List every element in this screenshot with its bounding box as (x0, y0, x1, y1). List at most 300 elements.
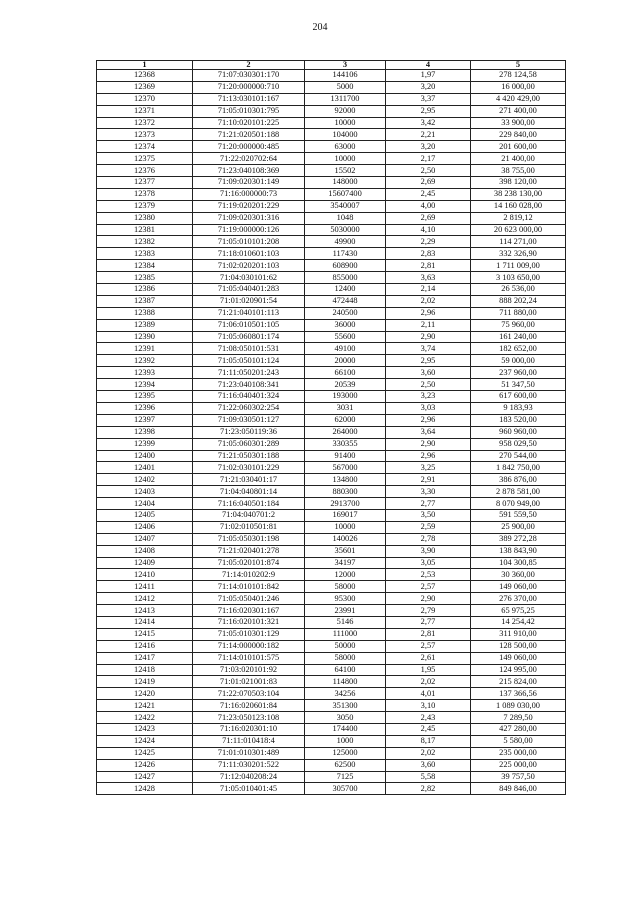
table-row (97, 224, 566, 236)
table-row (97, 688, 566, 700)
value-cell: 617 600,00 (471, 391, 566, 403)
area-cell: 34197 (305, 557, 386, 569)
row-number-cell: 12421 (97, 700, 193, 712)
rate-cell: 2,53 (386, 569, 471, 581)
value-cell: 1 711 009,00 (471, 260, 566, 272)
area-cell: 58000 (305, 581, 386, 593)
table-row (97, 783, 566, 795)
area-cell: 104000 (305, 129, 386, 141)
cadastral-number-cell: 71:05:060801:174 (193, 331, 305, 343)
cadastral-number-cell: 71:05:020101:874 (193, 557, 305, 569)
row-number-cell: 12392 (97, 355, 193, 367)
value-cell: 427 280,00 (471, 723, 566, 735)
row-number-cell: 12412 (97, 593, 193, 605)
cadastral-number-cell: 71:21:050301:188 (193, 450, 305, 462)
area-cell: 10000 (305, 521, 386, 533)
value-cell: 386 876,00 (471, 474, 566, 486)
value-cell: 161 240,00 (471, 331, 566, 343)
value-cell: 229 840,00 (471, 129, 566, 141)
cadastral-number-cell: 71:05:010101:208 (193, 236, 305, 248)
table-row (97, 331, 566, 343)
rate-cell: 3,42 (386, 117, 471, 129)
value-cell: 38 238 130,00 (471, 188, 566, 200)
value-cell: 1 089 030,00 (471, 700, 566, 712)
cadastral-number-cell: 71:06:010501:105 (193, 319, 305, 331)
row-number-cell: 12413 (97, 605, 193, 617)
area-cell: 144106 (305, 70, 386, 82)
rate-cell: 3,20 (386, 141, 471, 153)
value-cell: 149 060,00 (471, 581, 566, 593)
area-cell: 7125 (305, 771, 386, 783)
area-cell: 608900 (305, 260, 386, 272)
cadastral-number-cell: 71:14:010202:9 (193, 569, 305, 581)
cadastral-number-cell: 71:10:020101:225 (193, 117, 305, 129)
value-cell: 25 900,00 (471, 521, 566, 533)
value-cell: 138 843,90 (471, 545, 566, 557)
value-cell: 960 960,00 (471, 426, 566, 438)
table-row (97, 188, 566, 200)
cadastral-number-cell: 71:05:010301:795 (193, 105, 305, 117)
rate-cell: 2,29 (386, 236, 471, 248)
area-cell: 117430 (305, 248, 386, 260)
rate-cell: 3,74 (386, 343, 471, 355)
table-row (97, 759, 566, 771)
value-cell: 270 544,00 (471, 450, 566, 462)
area-cell: 15607400 (305, 188, 386, 200)
rate-cell: 3,60 (386, 367, 471, 379)
row-number-cell: 12394 (97, 379, 193, 391)
cadastral-number-cell: 71:14:010101:842 (193, 581, 305, 593)
table-row (97, 307, 566, 319)
value-cell: 849 846,00 (471, 783, 566, 795)
cadastral-number-cell: 71:07:030301:170 (193, 70, 305, 82)
row-number-cell: 12368 (97, 70, 193, 82)
cadastral-number-cell: 71:21:020501:188 (193, 129, 305, 141)
value-cell: 711 880,00 (471, 307, 566, 319)
row-number-cell: 12399 (97, 438, 193, 450)
value-cell: 958 029,50 (471, 438, 566, 450)
cadastral-number-cell: 71:05:010401:45 (193, 783, 305, 795)
row-number-cell: 12425 (97, 747, 193, 759)
area-cell: 10000 (305, 153, 386, 165)
column-header-5: 5 (471, 61, 566, 70)
area-cell: 1000 (305, 735, 386, 747)
row-number-cell: 12410 (97, 569, 193, 581)
cadastral-number-cell: 71:02:030101:229 (193, 462, 305, 474)
value-cell: 39 757,50 (471, 771, 566, 783)
cadastral-number-cell: 71:02:010501:81 (193, 521, 305, 533)
area-cell: 23991 (305, 605, 386, 617)
row-number-cell: 12391 (97, 343, 193, 355)
value-cell: 5 580,00 (471, 735, 566, 747)
row-number-cell: 12381 (97, 224, 193, 236)
rate-cell: 2,50 (386, 379, 471, 391)
value-cell: 38 755,00 (471, 165, 566, 177)
rate-cell: 3,20 (386, 81, 471, 93)
row-number-cell: 12396 (97, 402, 193, 414)
cadastral-number-cell: 71:20:000000:485 (193, 141, 305, 153)
rate-cell: 2,95 (386, 105, 471, 117)
table-row (97, 105, 566, 117)
area-cell: 3050 (305, 712, 386, 724)
rate-cell: 2,69 (386, 177, 471, 189)
row-number-cell: 12376 (97, 165, 193, 177)
area-cell: 305700 (305, 783, 386, 795)
area-cell: 35601 (305, 545, 386, 557)
area-cell: 50000 (305, 640, 386, 652)
cadastral-number-cell: 71:16:000000:73 (193, 188, 305, 200)
row-number-cell: 12414 (97, 616, 193, 628)
value-cell: 225 000,00 (471, 759, 566, 771)
rate-cell: 2,11 (386, 319, 471, 331)
area-cell: 5030000 (305, 224, 386, 236)
cadastral-number-cell: 71:22:020702:64 (193, 153, 305, 165)
table-row (97, 212, 566, 224)
area-cell: 351300 (305, 700, 386, 712)
rate-cell: 3,23 (386, 391, 471, 403)
cadastral-number-cell: 71:19:000000:126 (193, 224, 305, 236)
row-number-cell: 12402 (97, 474, 193, 486)
cadastral-number-cell: 71:16:020301:167 (193, 605, 305, 617)
area-cell: 5146 (305, 616, 386, 628)
value-cell: 65 975,25 (471, 605, 566, 617)
area-cell: 34256 (305, 688, 386, 700)
cadastral-number-cell: 71:04:040701:2 (193, 509, 305, 521)
column-header-1: 1 (97, 61, 193, 70)
rate-cell: 2,02 (386, 295, 471, 307)
rate-cell: 2,45 (386, 723, 471, 735)
row-number-cell: 12369 (97, 81, 193, 93)
value-cell: 104 300,85 (471, 557, 566, 569)
cadastral-number-cell: 71:23:040108:341 (193, 379, 305, 391)
area-cell: 58000 (305, 652, 386, 664)
rate-cell: 3,63 (386, 272, 471, 284)
row-number-cell: 12371 (97, 105, 193, 117)
rate-cell: 2,02 (386, 747, 471, 759)
table-row (97, 426, 566, 438)
value-cell: 16 000,00 (471, 81, 566, 93)
cadastral-number-cell: 71:01:020901:54 (193, 295, 305, 307)
row-number-cell: 12388 (97, 307, 193, 319)
row-number-cell: 12424 (97, 735, 193, 747)
area-cell: 567000 (305, 462, 386, 474)
value-cell: 276 370,00 (471, 593, 566, 605)
row-number-cell: 12404 (97, 498, 193, 510)
table-row (97, 117, 566, 129)
cadastral-number-cell: 71:09:030501:127 (193, 414, 305, 426)
rate-cell: 4,00 (386, 200, 471, 212)
table-row (97, 486, 566, 498)
row-number-cell: 12405 (97, 509, 193, 521)
rate-cell: 2,43 (386, 712, 471, 724)
rate-cell: 2,57 (386, 581, 471, 593)
cadastral-number-cell: 71:05:050101:124 (193, 355, 305, 367)
value-cell: 30 360,00 (471, 569, 566, 581)
value-cell: 59 000,00 (471, 355, 566, 367)
cadastral-number-cell: 71:16:040401:324 (193, 391, 305, 403)
row-number-cell: 12387 (97, 295, 193, 307)
row-number-cell: 12418 (97, 664, 193, 676)
value-cell: 332 326,90 (471, 248, 566, 260)
table-row (97, 605, 566, 617)
rate-cell: 2,83 (386, 248, 471, 260)
table-row (97, 319, 566, 331)
cadastral-number-cell: 71:16:020101:321 (193, 616, 305, 628)
table-row (97, 771, 566, 783)
area-cell: 92000 (305, 105, 386, 117)
row-number-cell: 12385 (97, 272, 193, 284)
row-number-cell: 12390 (97, 331, 193, 343)
row-number-cell: 12389 (97, 319, 193, 331)
table-row (97, 533, 566, 545)
area-cell: 264000 (305, 426, 386, 438)
rate-cell: 3,90 (386, 545, 471, 557)
rate-cell: 3,25 (386, 462, 471, 474)
rate-cell: 3,50 (386, 509, 471, 521)
row-number-cell: 12370 (97, 93, 193, 105)
area-cell: 174400 (305, 723, 386, 735)
cadastral-number-cell: 71:11:030201:522 (193, 759, 305, 771)
rate-cell: 2,90 (386, 438, 471, 450)
value-cell: 33 900,00 (471, 117, 566, 129)
value-cell: 21 400,00 (471, 153, 566, 165)
rate-cell: 2,78 (386, 533, 471, 545)
rate-cell: 3,64 (386, 426, 471, 438)
area-cell: 472448 (305, 295, 386, 307)
row-number-cell: 12415 (97, 628, 193, 640)
area-cell: 36000 (305, 319, 386, 331)
area-cell: 12000 (305, 569, 386, 581)
cadastral-number-cell: 71:23:050123:108 (193, 712, 305, 724)
value-cell: 1 842 750,00 (471, 462, 566, 474)
table-header-row (97, 61, 566, 70)
cadastral-number-cell: 71:14:010101:575 (193, 652, 305, 664)
row-number-cell: 12417 (97, 652, 193, 664)
table-row (97, 165, 566, 177)
table-row (97, 153, 566, 165)
table-row (97, 414, 566, 426)
row-number-cell: 12397 (97, 414, 193, 426)
value-cell: 14 254,42 (471, 616, 566, 628)
rate-cell: 2,82 (386, 783, 471, 795)
area-cell: 5000 (305, 81, 386, 93)
cadastral-number-cell: 71:04:040801:14 (193, 486, 305, 498)
value-cell: 398 120,00 (471, 177, 566, 189)
table-row (97, 248, 566, 260)
table-row (97, 569, 566, 581)
table-row (97, 616, 566, 628)
area-cell: 134800 (305, 474, 386, 486)
area-cell: 95300 (305, 593, 386, 605)
area-cell: 15502 (305, 165, 386, 177)
row-number-cell: 12426 (97, 759, 193, 771)
rate-cell: 2,59 (386, 521, 471, 533)
value-cell: 75 960,00 (471, 319, 566, 331)
rate-cell: 3,03 (386, 402, 471, 414)
value-cell: 389 272,28 (471, 533, 566, 545)
rate-cell: 5,58 (386, 771, 471, 783)
area-cell: 880300 (305, 486, 386, 498)
area-cell: 1048 (305, 212, 386, 224)
value-cell: 278 124,58 (471, 70, 566, 82)
column-header-2: 2 (193, 61, 305, 70)
rate-cell: 2,96 (386, 414, 471, 426)
value-cell: 20 623 000,00 (471, 224, 566, 236)
rate-cell: 2,61 (386, 652, 471, 664)
table-body (97, 70, 566, 795)
value-cell: 137 366,56 (471, 688, 566, 700)
cadastral-number-cell: 71:13:030101:167 (193, 93, 305, 105)
area-cell: 240500 (305, 307, 386, 319)
area-cell: 140026 (305, 533, 386, 545)
table-row (97, 402, 566, 414)
area-cell: 1311700 (305, 93, 386, 105)
value-cell: 2 878 581,00 (471, 486, 566, 498)
rate-cell: 8,17 (386, 735, 471, 747)
value-cell: 888 202,24 (471, 295, 566, 307)
value-cell: 7 289,50 (471, 712, 566, 724)
table-row (97, 521, 566, 533)
column-header-4: 4 (386, 61, 471, 70)
row-number-cell: 12428 (97, 783, 193, 795)
value-cell: 591 559,50 (471, 509, 566, 521)
rate-cell: 2,81 (386, 260, 471, 272)
row-number-cell: 12420 (97, 688, 193, 700)
area-cell: 66100 (305, 367, 386, 379)
rate-cell: 2,91 (386, 474, 471, 486)
table-row (97, 438, 566, 450)
cadastral-number-cell: 71:21:030401:17 (193, 474, 305, 486)
rate-cell: 2,45 (386, 188, 471, 200)
row-number-cell: 12407 (97, 533, 193, 545)
rate-cell: 2,96 (386, 450, 471, 462)
row-number-cell: 12382 (97, 236, 193, 248)
row-number-cell: 12384 (97, 260, 193, 272)
rate-cell: 1,95 (386, 664, 471, 676)
rate-cell: 2,14 (386, 284, 471, 296)
value-cell: 183 520,00 (471, 414, 566, 426)
row-number-cell: 12398 (97, 426, 193, 438)
table-row (97, 367, 566, 379)
table-row (97, 295, 566, 307)
table-row (97, 664, 566, 676)
table-row (97, 284, 566, 296)
rate-cell: 2,81 (386, 628, 471, 640)
value-cell: 182 652,00 (471, 343, 566, 355)
table-row (97, 557, 566, 569)
rate-cell: 3,05 (386, 557, 471, 569)
cadastral-number-cell: 71:05:040401:283 (193, 284, 305, 296)
rate-cell: 3,10 (386, 700, 471, 712)
cadastral-number-cell: 71:23:040108:369 (193, 165, 305, 177)
value-cell: 51 347,50 (471, 379, 566, 391)
rate-cell: 3,60 (386, 759, 471, 771)
cadastral-number-cell: 71:19:020201:229 (193, 200, 305, 212)
table-row (97, 652, 566, 664)
cadastral-number-cell: 71:05:050401:246 (193, 593, 305, 605)
value-cell: 26 536,00 (471, 284, 566, 296)
row-number-cell: 12393 (97, 367, 193, 379)
table-row (97, 200, 566, 212)
table-row (97, 735, 566, 747)
area-cell: 3031 (305, 402, 386, 414)
rate-cell: 3,37 (386, 93, 471, 105)
row-number-cell: 12411 (97, 581, 193, 593)
cadastral-number-cell: 71:11:050201:243 (193, 367, 305, 379)
area-cell: 62500 (305, 759, 386, 771)
rate-cell: 2,17 (386, 153, 471, 165)
cadastral-number-cell: 71:23:050119:36 (193, 426, 305, 438)
rate-cell: 2,95 (386, 355, 471, 367)
table-row (97, 70, 566, 82)
rate-cell: 2,21 (386, 129, 471, 141)
row-number-cell: 12378 (97, 188, 193, 200)
table-row (97, 723, 566, 735)
value-cell: 201 600,00 (471, 141, 566, 153)
value-cell: 4 420 429,00 (471, 93, 566, 105)
rate-cell: 2,50 (386, 165, 471, 177)
value-cell: 2 819,12 (471, 212, 566, 224)
rate-cell: 2,96 (386, 307, 471, 319)
table-row (97, 581, 566, 593)
area-cell: 10000 (305, 117, 386, 129)
cadastral-number-cell: 71:20:000000:710 (193, 81, 305, 93)
area-cell: 62000 (305, 414, 386, 426)
cadastral-number-cell: 71:08:050101:531 (193, 343, 305, 355)
cadastral-value-table (96, 60, 566, 795)
value-cell: 235 000,00 (471, 747, 566, 759)
table-row (97, 129, 566, 141)
row-number-cell: 12406 (97, 521, 193, 533)
table-row (97, 236, 566, 248)
rate-cell: 1,97 (386, 70, 471, 82)
rate-cell: 2,77 (386, 616, 471, 628)
area-cell: 55600 (305, 331, 386, 343)
table-row (97, 700, 566, 712)
row-number-cell: 12423 (97, 723, 193, 735)
cadastral-number-cell: 71:22:060302:254 (193, 402, 305, 414)
row-number-cell: 12409 (97, 557, 193, 569)
value-cell: 311 910,00 (471, 628, 566, 640)
row-number-cell: 12379 (97, 200, 193, 212)
value-cell: 9 183,93 (471, 402, 566, 414)
cadastral-number-cell: 71:05:050301:198 (193, 533, 305, 545)
table-row (97, 747, 566, 759)
table-row (97, 177, 566, 189)
row-number-cell: 12419 (97, 676, 193, 688)
cadastral-number-cell: 71:09:020301:149 (193, 177, 305, 189)
row-number-cell: 12377 (97, 177, 193, 189)
area-cell: 3540007 (305, 200, 386, 212)
rate-cell: 3,30 (386, 486, 471, 498)
table-row (97, 462, 566, 474)
value-cell: 8 070 949,00 (471, 498, 566, 510)
row-number-cell: 12380 (97, 212, 193, 224)
area-cell: 20539 (305, 379, 386, 391)
value-cell: 271 400,00 (471, 105, 566, 117)
table-row (97, 628, 566, 640)
row-number-cell: 12401 (97, 462, 193, 474)
table-row (97, 343, 566, 355)
cadastral-number-cell: 71:02:020201:103 (193, 260, 305, 272)
table-row (97, 498, 566, 510)
value-cell: 237 960,00 (471, 367, 566, 379)
table-row (97, 640, 566, 652)
row-number-cell: 12372 (97, 117, 193, 129)
table-row (97, 355, 566, 367)
row-number-cell: 12374 (97, 141, 193, 153)
table-row (97, 509, 566, 521)
